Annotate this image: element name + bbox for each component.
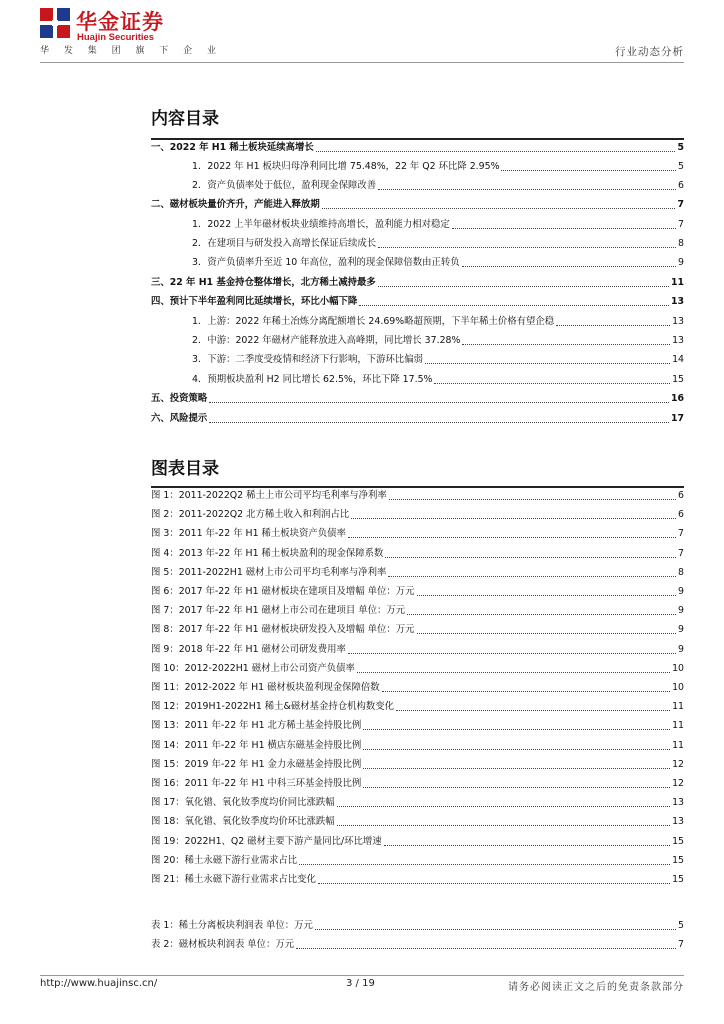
figure-entry[interactable]	[151, 583, 684, 599]
figure-entry[interactable]	[151, 833, 684, 849]
figure-entry[interactable]	[151, 641, 684, 657]
toc-entry[interactable]	[192, 216, 684, 232]
figure-entry[interactable]	[151, 621, 684, 637]
toc-entry[interactable]	[192, 332, 684, 348]
figure-entry[interactable]	[151, 794, 684, 810]
toc-entry[interactable]	[151, 390, 684, 406]
figure-entry-text: 图 8：2017 年-22 年 H1 磁材板块研发投入及增幅 单位：万元	[151, 624, 415, 636]
table-entry[interactable]	[151, 917, 684, 933]
toc-entry-page: 13	[670, 296, 684, 307]
dot-leader	[556, 325, 670, 326]
dot-leader	[384, 845, 670, 846]
figure-entry[interactable]	[151, 756, 684, 772]
toc-entry-page: 7	[677, 199, 684, 210]
figure-entry[interactable]	[151, 679, 684, 695]
figure-entry-text: 图 10：2012-2022H1 磁材上市公司资产负债率	[151, 662, 355, 674]
dot-leader	[396, 710, 670, 711]
toc-entry[interactable]	[192, 371, 684, 387]
toc-entry-text: 4．预期板块盈利 H2 同比增长 62.5%，环比下降 17.5%	[192, 374, 433, 385]
figure-entry-page: 12	[672, 778, 684, 789]
dot-leader	[501, 170, 676, 171]
figure-entry-page: 15	[672, 835, 684, 847]
dot-leader	[378, 247, 676, 248]
toc-entry[interactable]	[151, 410, 684, 426]
company-name-en: Huajin Securities	[77, 32, 155, 43]
figure-entry[interactable]	[151, 813, 684, 829]
toc-entry-text: 3．下游：二季度受疫情和经济下行影响，下游环比偏弱	[192, 354, 423, 365]
figure-entry-text: 图 21：稀土永磁下游行业需求占比变化	[151, 874, 316, 885]
toc-entry[interactable]	[151, 293, 684, 309]
table-entry-page: 7	[678, 939, 684, 950]
footer-divider	[40, 975, 684, 976]
figure-entry-page: 7	[678, 547, 684, 559]
figure-entry-text: 图 3：2011 年-22 年 H1 稀土板块资产负债率	[151, 528, 346, 540]
figure-entry-text: 图 6：2017 年-22 年 H1 磁材板块在建项目及增幅 单位：万元	[151, 586, 415, 597]
figure-entry-text: 图 11：2012-2022 年 H1 磁材板块盈利现金保障倍数	[151, 682, 380, 693]
dot-leader	[315, 929, 676, 930]
dot-leader	[351, 518, 676, 519]
figure-entry-page: 9	[678, 643, 684, 655]
figure-entry-text: 图 9：2018 年-22 年 H1 磁材公司研发费用率	[151, 643, 346, 655]
dot-leader	[434, 383, 670, 384]
dot-leader	[318, 883, 670, 884]
toc-entry-text: 2．资产负债率处于低位，盈利现金保障改善	[192, 180, 377, 191]
dot-leader	[417, 633, 676, 634]
table-entry[interactable]	[151, 936, 684, 952]
figure-entry[interactable]	[151, 698, 684, 714]
figure-entry-page: 13	[672, 797, 684, 809]
figure-entry-page: 9	[678, 624, 684, 636]
dot-leader	[462, 266, 676, 267]
figure-entry-page: 11	[672, 701, 684, 713]
dot-leader	[359, 305, 669, 306]
website-link[interactable]: http://www.huajinsc.cn/	[40, 978, 158, 989]
toc-entry-page: 16	[670, 393, 684, 404]
page-header	[0, 0, 724, 64]
page-number: 3 / 19	[346, 978, 375, 989]
dot-leader	[322, 208, 676, 209]
dot-leader	[209, 402, 669, 403]
figure-entry-page: 10	[672, 662, 684, 674]
figure-entry-page: 9	[678, 586, 684, 597]
toc-entry-page: 13	[672, 335, 684, 346]
dot-leader	[462, 344, 670, 345]
toc-entry[interactable]	[151, 274, 684, 290]
figure-entry-page: 6	[678, 509, 684, 521]
dot-leader	[296, 948, 676, 949]
dot-leader	[452, 228, 676, 229]
figure-entry[interactable]	[151, 737, 684, 753]
figure-entry-text: 图 1：2011-2022Q2 稀土上市公司平均毛利率与净利率	[151, 490, 387, 501]
figure-entry-text: 图 5：2011-2022H1 磁材上市公司平均毛利率与净利率	[151, 566, 387, 578]
company-name-cn: 华金证券	[76, 10, 164, 34]
dot-leader	[389, 499, 676, 500]
toc-entry-page: 17	[670, 413, 684, 424]
figure-entry-page: 15	[672, 854, 684, 866]
figure-entry-text: 图 2：2011-2022Q2 北方稀土收入和利润占比	[151, 509, 350, 521]
toc-entry-page: 11	[670, 277, 684, 288]
toc-entry[interactable]	[192, 177, 684, 193]
dot-leader	[388, 576, 676, 577]
toc-entry[interactable]	[192, 351, 684, 367]
toc-entry[interactable]	[151, 139, 684, 155]
figure-entry[interactable]	[151, 545, 684, 561]
figure-entry[interactable]	[151, 660, 684, 676]
toc-entry-text: 三、22 年 H1 基金持仓整体增长，北方稀土减持最多	[151, 277, 376, 288]
figure-entry-text: 图 12：2019H1-2022H1 稀土&磁材基金持仓机构数变化	[151, 701, 394, 713]
toc-entry-page: 15	[672, 374, 684, 385]
figure-entry[interactable]	[151, 871, 684, 887]
dot-leader	[337, 806, 670, 807]
toc-entry-page: 7	[678, 219, 684, 230]
figure-entry-page: 7	[678, 528, 684, 540]
figures-title: 图表目录	[151, 459, 219, 479]
toc-entry[interactable]	[192, 235, 684, 251]
dot-leader	[363, 749, 670, 750]
toc-entry-text: 四、预计下半年盈利同比延续增长，环比小幅下降	[151, 296, 358, 307]
dot-leader	[209, 422, 669, 423]
dot-leader	[382, 691, 670, 692]
toc-entry-text: 2．中游：2022 年磁材产能释放进入高峰期，同比增长 37.28%	[192, 335, 461, 346]
figure-entry[interactable]	[151, 564, 684, 580]
figure-entry-text: 图 16：2011 年-22 年 H1 中科三环基金持股比例	[151, 778, 362, 789]
toc-entry[interactable]	[151, 196, 684, 212]
toc-entry[interactable]	[192, 158, 684, 174]
dot-leader	[363, 787, 670, 788]
toc-entry-page: 9	[678, 257, 684, 268]
figure-entry-page: 6	[678, 490, 684, 501]
toc-entry[interactable]	[192, 313, 684, 329]
figure-entry[interactable]	[151, 717, 684, 733]
figure-entry-text: 图 14：2011 年-22 年 H1 横店东磁基金持股比例	[151, 739, 362, 751]
toc-entry-text: 一、2022 年 H1 稀土板块延续高增长	[151, 142, 314, 153]
toc-entry-page: 8	[678, 238, 684, 249]
dot-leader	[337, 825, 670, 826]
toc-entry-text: 2．在建项目与研发投入高增长保证后续成长	[192, 238, 377, 249]
toc-entry-page: 5	[677, 142, 684, 153]
figure-entry[interactable]	[151, 487, 684, 503]
dot-leader	[348, 537, 676, 538]
dot-leader	[417, 595, 676, 596]
figure-entry[interactable]	[151, 525, 684, 541]
toc-title: 内容目录	[151, 109, 219, 129]
figure-entry-text: 图 19：2022H1、Q2 磁材主要下游产量同比/环比增速	[151, 835, 382, 847]
figure-entry-page: 13	[672, 816, 684, 828]
dot-leader	[299, 864, 670, 865]
figure-entry[interactable]	[151, 775, 684, 791]
dot-leader	[348, 653, 676, 654]
figure-entry-page: 11	[672, 720, 684, 732]
figure-entry-page: 12	[672, 758, 684, 770]
dot-leader	[425, 363, 670, 364]
figure-entry-text: 图 7：2017 年-22 年 H1 磁材上市公司在建项目 单位：万元	[151, 605, 406, 617]
figure-entry-page: 9	[678, 605, 684, 617]
toc-entry-page: 13	[672, 316, 684, 327]
toc-entry-text: 1．上游：2022 年稀土冶炼分离配额增长 24.69%略超预期，下半年稀土价格有望企稳	[192, 316, 555, 327]
table-entry-text: 表 1：稀土分离板块利润表 单位：万元	[151, 920, 313, 931]
company-subtitle: 华 发 集 团 旗 下 企 业	[40, 46, 223, 56]
dot-leader	[316, 151, 676, 152]
dot-leader	[385, 557, 676, 558]
figure-entry-text: 图 15：2019 年-22 年 H1 金力永磁基金持股比例	[151, 758, 362, 770]
dot-leader	[407, 614, 676, 615]
dot-leader	[357, 672, 670, 673]
figure-entry[interactable]	[151, 602, 684, 618]
toc-entry-text: 1．2022 年 H1 板块归母净利同比增 75.48%，22 年 Q2 环比降 2.95%	[192, 161, 500, 172]
table-entry-page: 5	[678, 920, 684, 931]
toc-entry-text: 1．2022 上半年磁材板块业绩维持高增长，盈利能力相对稳定	[192, 219, 450, 230]
figure-entry-text: 图 17：氧化镨、氧化钕季度均价同比涨跌幅	[151, 797, 335, 809]
figure-entry-text: 图 18：氧化镨、氧化钕季度均价环比涨跌幅	[151, 816, 335, 828]
dot-leader	[363, 768, 670, 769]
toc-entry[interactable]	[192, 254, 684, 270]
figure-entry-page: 15	[672, 874, 684, 885]
table-entry-text: 表 2：磁材板块利润表 单位：万元	[151, 939, 295, 950]
dot-leader	[363, 729, 670, 730]
figure-entry[interactable]	[151, 506, 684, 522]
toc-entry-text: 3．资产负债率升至近 10 年高位，盈利的现金保障倍数由正转负	[192, 257, 460, 268]
figure-entry-page: 10	[672, 682, 684, 693]
dot-leader	[378, 286, 669, 287]
toc-entry-page: 5	[678, 161, 684, 172]
toc-entry-text: 六、风险提示	[151, 413, 208, 424]
figure-entry-page: 8	[678, 566, 684, 578]
figure-entry-text: 图 4：2013 年-22 年 H1 稀土板块盈利的现金保障系数	[151, 547, 384, 559]
toc-entry-page: 14	[672, 354, 684, 365]
document-type: 行业动态分析	[615, 46, 684, 58]
toc-entry-page: 6	[678, 180, 684, 191]
toc-entry-text: 二、磁材板块量价齐升，产能进入释放期	[151, 199, 320, 210]
figure-entry-text: 图 20：稀土永磁下游行业需求占比	[151, 854, 298, 866]
dot-leader	[378, 189, 676, 190]
figure-entry-page: 11	[672, 739, 684, 751]
figure-entry-text: 图 13：2011 年-22 年 H1 北方稀土基金持股比例	[151, 720, 362, 732]
figure-entry[interactable]	[151, 852, 684, 868]
footer-disclaimer: 请务必阅读正文之后的免责条款部分	[508, 982, 684, 993]
header-divider	[40, 62, 684, 63]
huajin-logo-icon	[40, 8, 70, 38]
toc-entry-text: 五、投资策略	[151, 393, 208, 404]
